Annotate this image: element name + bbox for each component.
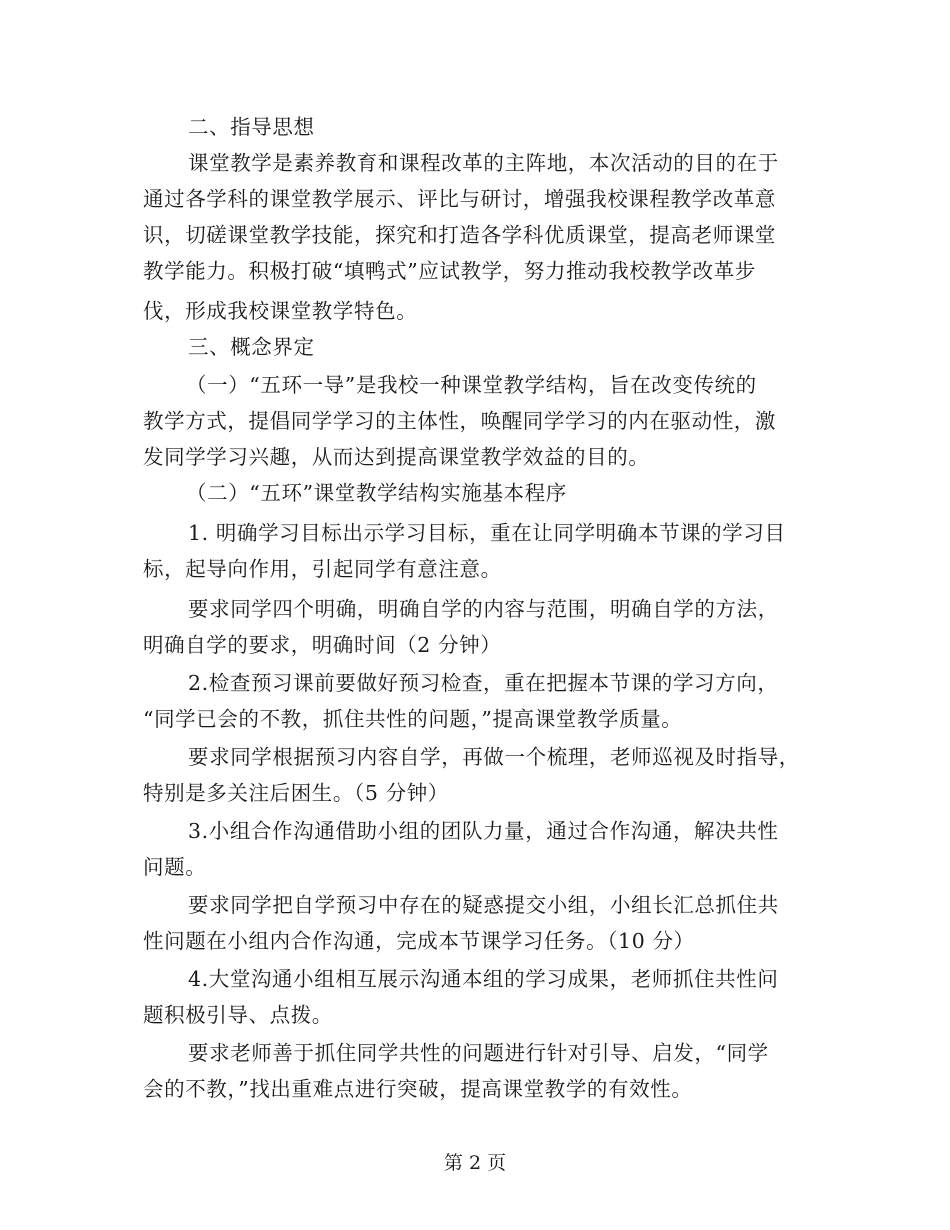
paragraph-line: 要求老师善于抓住同学共性的问题进行针对引导、启发，“同学: [188, 1041, 769, 1065]
paragraph-line: 题积极引导、点拨。: [143, 1003, 333, 1027]
paragraph-line: 问题。: [143, 855, 207, 879]
paragraph-line: 要求同学根据预习内容自学，再做一个梳理，老师巡视及时指导，: [188, 745, 800, 769]
paragraph-line: 特别是多关注后困生。（5 分钟）: [143, 781, 449, 805]
subsection-heading: （二）“五环”课堂教学结构实施基本程序: [186, 481, 567, 505]
paragraph-line: 性问题在小组内合作沟通，完成本节课学习任务。（10 分）: [143, 929, 695, 953]
paragraph-line: 要求同学四个明确，明确自学的内容与范围，明确自学的方法，: [188, 597, 779, 621]
paragraph-line: 教学方式，提倡同学学习的主体性，唤醒同学学习的内在驱动性，激: [143, 409, 776, 433]
paragraph-line: （一）“五环一导”是我校一种课堂教学结构，旨在改变传统的: [186, 373, 757, 397]
section-heading-guiding-thought: 二、指导思想: [188, 115, 315, 139]
paragraph-line: 识，切磋课堂教学技能，探究和打造各学科优质课堂，提高老师课堂: [143, 223, 776, 247]
paragraph-line: 标，起导向作用，引起同学有意注意。: [143, 557, 502, 581]
paragraph-line: 要求同学把自学预习中存在的疑惑提交小组，小组长汇总抓住共: [188, 893, 779, 917]
paragraph-line: 3.小组合作沟通借助小组的团队力量，通过合作沟通，解决共性: [188, 819, 779, 843]
paragraph-line: 1. 明确学习目标出示学习目标，重在让同学明确本节课的学习目: [188, 521, 786, 545]
paragraph-line: 4.大堂沟通小组相互展示沟通本组的学习成果，老师抓住共性问: [188, 967, 779, 991]
paragraph-line: 发同学学习兴趣，从而达到提高课堂教学效益的目的。: [143, 445, 650, 469]
page-number: 第 2 页: [443, 1152, 507, 1174]
paragraph-line: 会的不教，”找出重难点进行突破，提高课堂教学的有效性。: [143, 1077, 693, 1101]
section-heading-concept-definition: 三、概念界定: [188, 335, 315, 359]
paragraph-line: “同学已会的不教，抓住共性的问题，”提高课堂教学质量。: [143, 707, 683, 731]
paragraph-line: 2.检查预习课前要做好预习检查，重在把握本节课的学习方向，: [188, 671, 779, 695]
paragraph-line: 明确自学的要求，明确时间（2 分钟）: [143, 633, 502, 657]
paragraph-line: 通过各学科的课堂教学展示、评比与研讨，增强我校课程教学改革意: [143, 187, 776, 211]
paragraph-line: 伐，形成我校课堂教学特色。: [143, 299, 418, 323]
paragraph-line: 课堂教学是素养教育和课程改革的主阵地，本次活动的目的在于: [188, 151, 779, 175]
paragraph-line: 教学能力。积极打破“填鸭式”应试教学，努力推动我校教学改革步: [143, 259, 756, 283]
